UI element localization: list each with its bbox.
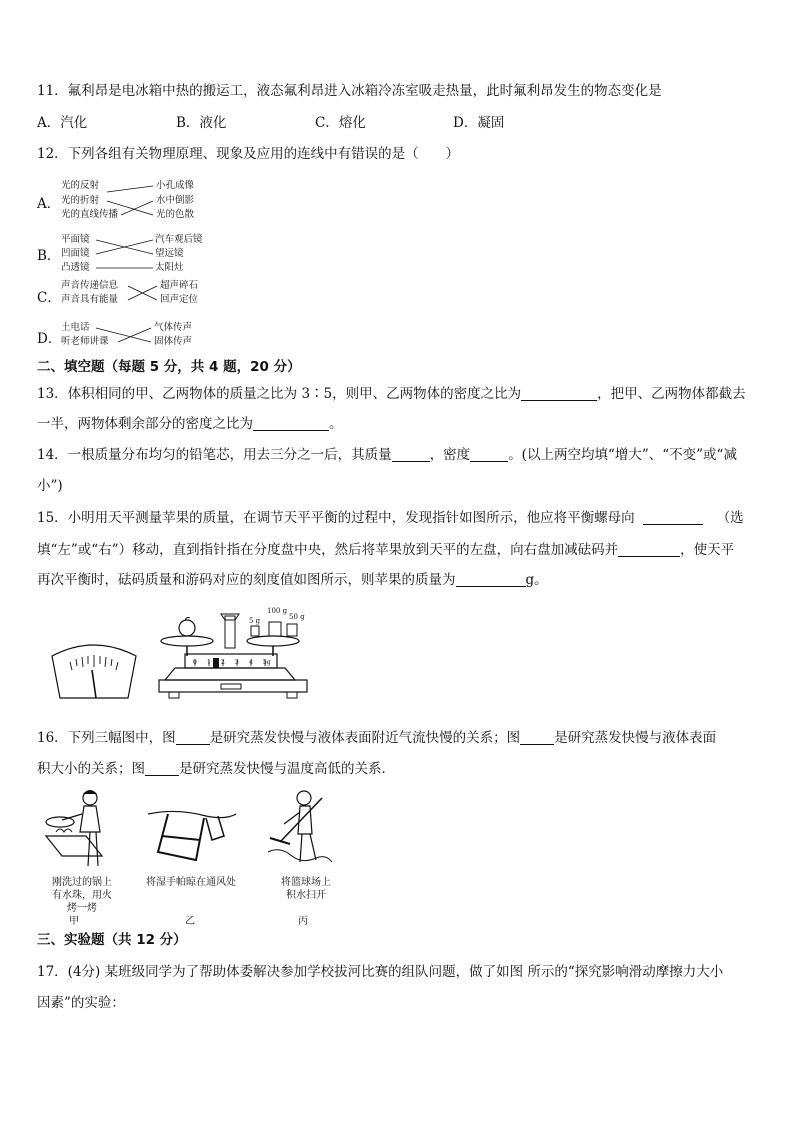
- figure-yi-handkerchief: [146, 806, 238, 866]
- balance-scale-tick-1: 1: [207, 659, 211, 666]
- figure-yi-label: 乙: [185, 916, 195, 927]
- q14-line-2: 小”): [37, 478, 63, 494]
- q17-line-2: 因素”的实验：: [37, 995, 125, 1011]
- q11-option-d: D．凝固: [453, 115, 505, 131]
- q12-d-right-1: 气体传声: [154, 322, 193, 333]
- q12-d-right-2: 固体传声: [154, 336, 193, 347]
- q12-a-left-2: 光的折射: [61, 195, 100, 206]
- q11-option-a: A．汽化: [37, 115, 88, 131]
- q15-blank-2[interactable]: [618, 542, 680, 557]
- q12-option-d-label: D．: [37, 331, 62, 347]
- q12-c-right-1: 超声碎石: [160, 280, 199, 291]
- balance-scale-tick-2: 2: [221, 659, 225, 666]
- weight-label-5g: 5 g: [249, 617, 261, 625]
- q17-line-1: 17．(4分) 某班级同学为了帮助体委解决参加学校拔河比赛的组队问题，做了如图 所示的“探究影响滑动摩擦力大小: [37, 964, 724, 980]
- q15-blank-1[interactable]: [643, 510, 703, 525]
- q14-blank-1[interactable]: [392, 447, 430, 462]
- balance-scale-tick-3: 3: [235, 659, 239, 666]
- figure-bing-label: 丙: [298, 916, 308, 927]
- q12-stem: 12．下列各组有关物理原理、现象及应用的连线中有错误的是（ ）: [37, 146, 460, 162]
- section-experiment-heading: 三、实验题（共 12 分）: [37, 932, 187, 948]
- q12-a-left-1: 光的反射: [61, 180, 100, 191]
- q15-line-3: 再次平衡时，砝码质量和游码对应的刻度值如图所示，则苹果的质量为 g。: [37, 572, 548, 588]
- q12-a-left-3: 光的直线传播: [61, 209, 119, 220]
- q12-d-left-1: 土电话: [61, 322, 90, 333]
- q12-b-right-1: 汽车观后镜: [155, 234, 203, 245]
- q12-d-left-2: 听老师讲课: [61, 336, 109, 347]
- q16-blank-2[interactable]: [520, 730, 554, 745]
- q11-option-c: C．熔化: [315, 115, 366, 131]
- q12-b-right-3: 太阳灶: [155, 262, 184, 273]
- q12-a-connector-lines: [0, 0, 794, 400]
- q12-option-b-label: B．: [37, 248, 61, 264]
- q15-line-2: 填“左”或“右”）移动，直到指针指在分度盘中央，然后将苹果放到天平的左盘，向右盘加减砝码并 ，使天平: [37, 542, 735, 558]
- q12-b-left-2: 凹面镜: [61, 248, 90, 259]
- balance-scale-tick-5: 5g: [263, 659, 271, 666]
- q16-line-1: 16．下列三幅图中，图 是研究蒸发快慢与液体表面附近气流快慢的关系；图 是研究蒸发快慢与液体表面: [37, 730, 717, 746]
- q12-b-right-2: 望远镜: [155, 248, 184, 259]
- figure-jia-label: 甲: [69, 916, 79, 927]
- q16-line-2: 积大小的关系；图 是研究蒸发快慢与温度高低的关系．: [37, 761, 395, 777]
- q12-c-left-1: 声音传递信息: [61, 280, 119, 291]
- q12-option-c-label: C．: [37, 290, 61, 306]
- weight-label-50g: 50 g: [289, 613, 305, 621]
- q11-option-b: B．液化: [176, 115, 227, 131]
- figure-bing-caption: 将篮球场上 积水扫开: [281, 877, 331, 901]
- balance-scale-tick-0: 0: [193, 659, 197, 666]
- weight-label-100g: 100 g: [267, 607, 288, 615]
- q15-blank-3[interactable]: [456, 572, 526, 587]
- q12-c-left-2: 声音具有能量: [61, 294, 119, 305]
- q11-stem: 11．氟利昂是电冰箱中热的搬运工，液态氟利昂进入冰箱冷冻室吸走热量，此时氟利昂发生的物态变化是: [37, 83, 662, 99]
- q12-b-left-3: 凸透镜: [61, 262, 90, 273]
- balance-scale-tick-4: 4: [249, 659, 253, 666]
- figure-bing-sweeping: [266, 786, 336, 872]
- q13-line-2: 一半，两物体剩余部分的密度之比为 。: [37, 416, 343, 432]
- q12-a-right-1: 小孔成像: [156, 180, 195, 191]
- q14-line-1: 14．一根质量分布均匀的铅笔芯，用去三分之一后，其质量 ，密度 。(以上两空均填“增大”、“不变”或“减: [37, 447, 737, 463]
- q13-blank-1[interactable]: [521, 386, 597, 401]
- figure-jia-caption: 刚洗过的锅上 有水珠，用火 烤一烤: [52, 877, 112, 914]
- q14-blank-2[interactable]: [470, 447, 508, 462]
- figure-yi-caption: 将湿手帕晾在通风处: [146, 877, 236, 888]
- q15-line-1: 15．小明用天平测量苹果的质量，在调节天平平衡的过程中，发现指针如图所示，他应将平衡螺母向 （选: [37, 510, 744, 526]
- q13-blank-2[interactable]: [253, 416, 329, 431]
- q12-c-right-2: 回声定位: [160, 294, 199, 305]
- q13-line-1: 13．体积相同的甲、乙两物体的质量之比为 3∶5，则甲、乙两物体的密度之比为 ，把甲、乙两物体都截去: [37, 386, 746, 402]
- q16-blank-3[interactable]: [145, 761, 179, 776]
- q12-a-right-2: 水中倒影: [156, 195, 195, 206]
- q12-b-left-1: 平面镜: [61, 234, 90, 245]
- figure-jia-drying-pan: [42, 786, 112, 872]
- balance-pointer-dial-figure: [48, 640, 140, 702]
- q12-a-right-3: 光的色散: [156, 209, 195, 220]
- section-fill-in-heading: 二、填空题（每题 5 分，共 4 题，20 分）: [37, 359, 301, 375]
- q16-blank-1[interactable]: [176, 730, 210, 745]
- q12-option-a-label: A．: [37, 196, 61, 212]
